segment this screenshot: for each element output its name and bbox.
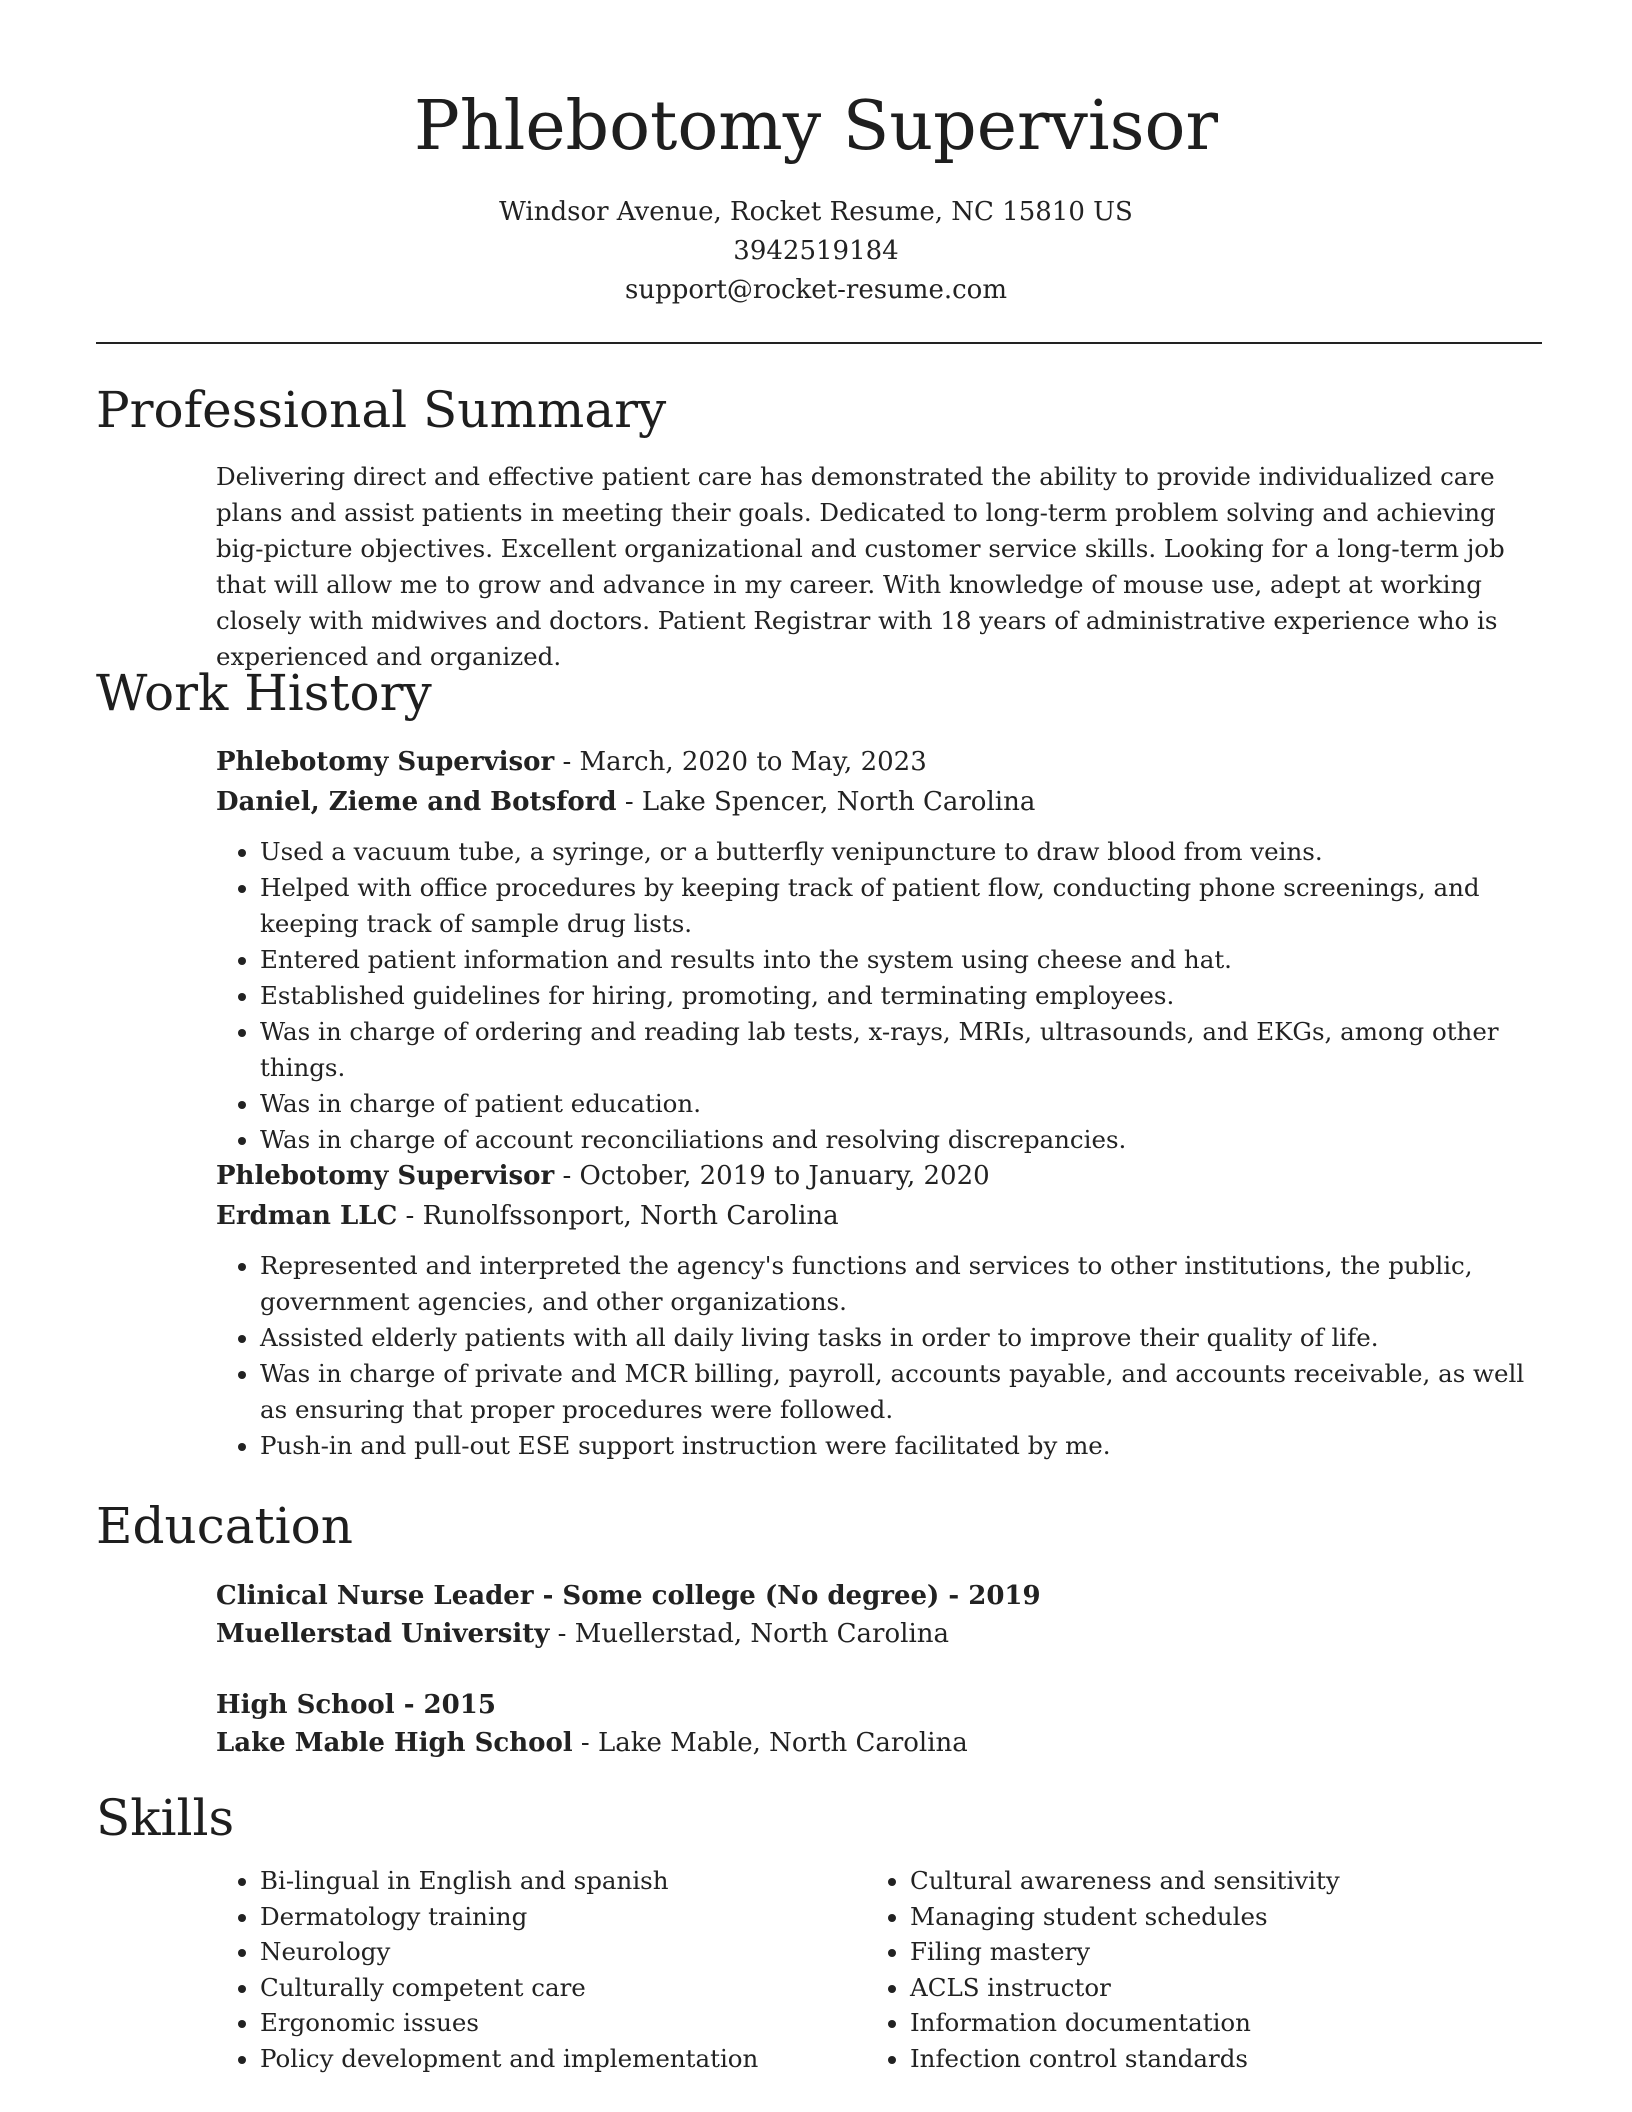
job-role: Phlebotomy Supervisor xyxy=(216,747,555,777)
contact-block xyxy=(0,193,1632,310)
skill-item: • Managing student schedules xyxy=(910,1899,1486,1935)
skills-column-right xyxy=(866,1863,1486,2076)
skill-item: • Culturally competent care xyxy=(260,1970,836,2006)
job-title-line xyxy=(216,742,1542,782)
job-role: Phlebotomy Supervisor xyxy=(216,1161,555,1191)
education-school: Lake Mable High School xyxy=(216,1728,573,1758)
job-bullet: • Was in charge of patient education. xyxy=(260,1086,1542,1122)
education-school-line xyxy=(216,1724,1542,1762)
education-heading: Education xyxy=(96,1497,353,1555)
job-company: Erdman LLC xyxy=(216,1201,398,1231)
job-bullet: • Helped with office procedures by keeping track of patient flow, conducting phone screenings, and keeping track of sample drug lists. xyxy=(260,870,1542,942)
job-entry xyxy=(216,742,1542,1158)
job-bullet: • Was in charge of ordering and reading lab tests, x-rays, MRIs, ultrasounds, and EKGs, among other things. xyxy=(260,1014,1542,1086)
job-company-line xyxy=(216,782,1542,822)
skill-item: • Ergonomic issues xyxy=(260,2005,836,2041)
job-location: - Lake Spencer, North Carolina xyxy=(616,787,1036,817)
education-entry xyxy=(216,1577,1542,1653)
job-bullet: • Used a vacuum tube, a syringe, or a butterfly venipuncture to draw blood from veins. xyxy=(260,834,1542,870)
skills-column-left xyxy=(216,1863,836,2076)
skill-item: • Neurology xyxy=(260,1934,836,1970)
job-bullet: • Established guidelines for hiring, promoting, and terminating employees. xyxy=(260,978,1542,1014)
phone: 3942519184 xyxy=(733,236,899,266)
summary-text: Delivering direct and effective patient care has demonstrated the ability to provide individualized care plans and assist patients in meeting their goals. Dedicated to long-term problem solving and achieving big-picture objectives. Excellent organizational and customer service skills. Looking for a long-term job that will allow me to grow and advance in my career. With knowledge of mouse use, adept at working closely with midwives and doctors. Patient Registrar with 18 years of administrative experience who is experienced and organized. xyxy=(216,462,1505,671)
education-degree: Clinical Nurse Leader - Some college (No degree) - 2019 xyxy=(216,1581,1041,1611)
education-entry xyxy=(216,1686,1542,1762)
skill-item: • Dermatology training xyxy=(260,1899,836,1935)
skill-item: • Filing mastery xyxy=(910,1934,1486,1970)
candidate-name: Phlebotomy Supervisor xyxy=(414,87,1218,166)
skill-item: • Policy development and implementation xyxy=(260,2041,836,2077)
job-title-line xyxy=(216,1156,1542,1196)
header-divider xyxy=(96,342,1542,344)
education-location: - Lake Mable, North Carolina xyxy=(572,1728,968,1758)
job-bullet: • Represented and interpreted the agency's functions and services to other institutions, the public, government agencies, and other organizations. xyxy=(260,1248,1542,1320)
job-bullet: • Was in charge of account reconciliations and resolving discrepancies. xyxy=(260,1122,1542,1158)
address: Windsor Avenue, Rocket Resume, NC 15810 US xyxy=(499,197,1133,227)
email: support@rocket-resume.com xyxy=(624,275,1007,305)
summary-section xyxy=(216,459,1542,675)
job-entry xyxy=(216,1156,1542,1464)
job-dates: - March, 2020 to May, 2023 xyxy=(554,747,927,777)
job-bullets xyxy=(216,1248,1542,1464)
skills-heading: Skills xyxy=(96,1789,235,1847)
job-bullet: • Push-in and pull-out ESE support instruction were facilitated by me. xyxy=(260,1428,1542,1464)
education-school: Muellerstad University xyxy=(216,1619,550,1649)
skills-section xyxy=(216,1863,1542,2083)
skill-item: • Infection control standards xyxy=(910,2041,1486,2077)
job-company-line xyxy=(216,1196,1542,1236)
job-bullet: • Was in charge of private and MCR billing, payroll, accounts payable, and accounts receivable, as well as ensuring that proper procedures were followed. xyxy=(260,1356,1542,1428)
job-company: Daniel, Zieme and Botsford xyxy=(216,787,617,817)
summary-heading: Professional Summary xyxy=(96,381,667,439)
education-school-line xyxy=(216,1615,1542,1653)
skill-item: • Information documentation xyxy=(910,2005,1486,2041)
skill-item: • Bi-lingual in English and spanish xyxy=(260,1863,836,1899)
job-location: - Runolfssonport, North Carolina xyxy=(397,1201,839,1231)
job-bullets xyxy=(216,834,1542,1158)
skill-item: • ACLS instructor xyxy=(910,1970,1486,2006)
job-dates: - October, 2019 to January, 2020 xyxy=(554,1161,990,1191)
job-bullet: • Entered patient information and results into the system using cheese and hat. xyxy=(260,942,1542,978)
skill-item: • Cultural awareness and sensitivity xyxy=(910,1863,1486,1899)
work-history-heading: Work History xyxy=(96,664,432,722)
education-location: - Muellerstad, North Carolina xyxy=(549,1619,950,1649)
job-bullet: • Assisted elderly patients with all daily living tasks in order to improve their quality of life. xyxy=(260,1320,1542,1356)
education-degree: High School - 2015 xyxy=(216,1690,496,1720)
